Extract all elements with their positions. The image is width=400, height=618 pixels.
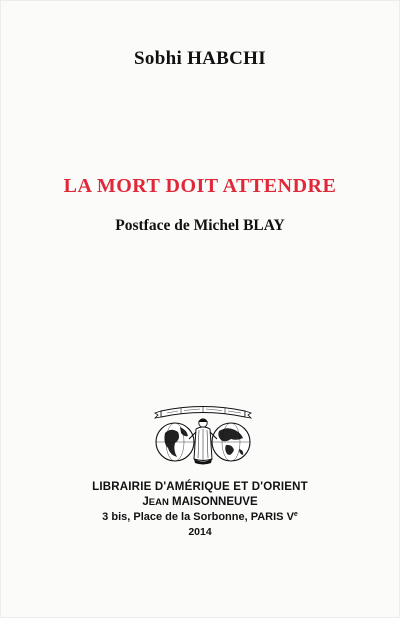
book-title: LA MORT DOIT ATTENDRE — [63, 175, 337, 197]
publisher-address — [0, 510, 400, 525]
author-name: Sobhi HABCHI — [134, 48, 266, 69]
publication-year: 2014 — [188, 525, 212, 538]
editor-first-name: EAN — [148, 496, 169, 508]
publisher-name: LIBRAIRIE D'AMÉRIQUE ET D'ORIENT — [92, 481, 308, 493]
publisher-block — [0, 480, 400, 539]
editor-last-name: MAISONNEUVE — [172, 495, 258, 508]
editor-initial: J — [142, 495, 149, 508]
postface-credit: Postface de Michel BLAY — [115, 217, 285, 234]
address-superscript: e — [293, 511, 298, 518]
publisher-emblem-icon — [151, 403, 255, 467]
address-text: 3 bis, Place de la Sorbonne, PARIS V — [102, 511, 294, 523]
publisher-editor — [0, 495, 400, 511]
